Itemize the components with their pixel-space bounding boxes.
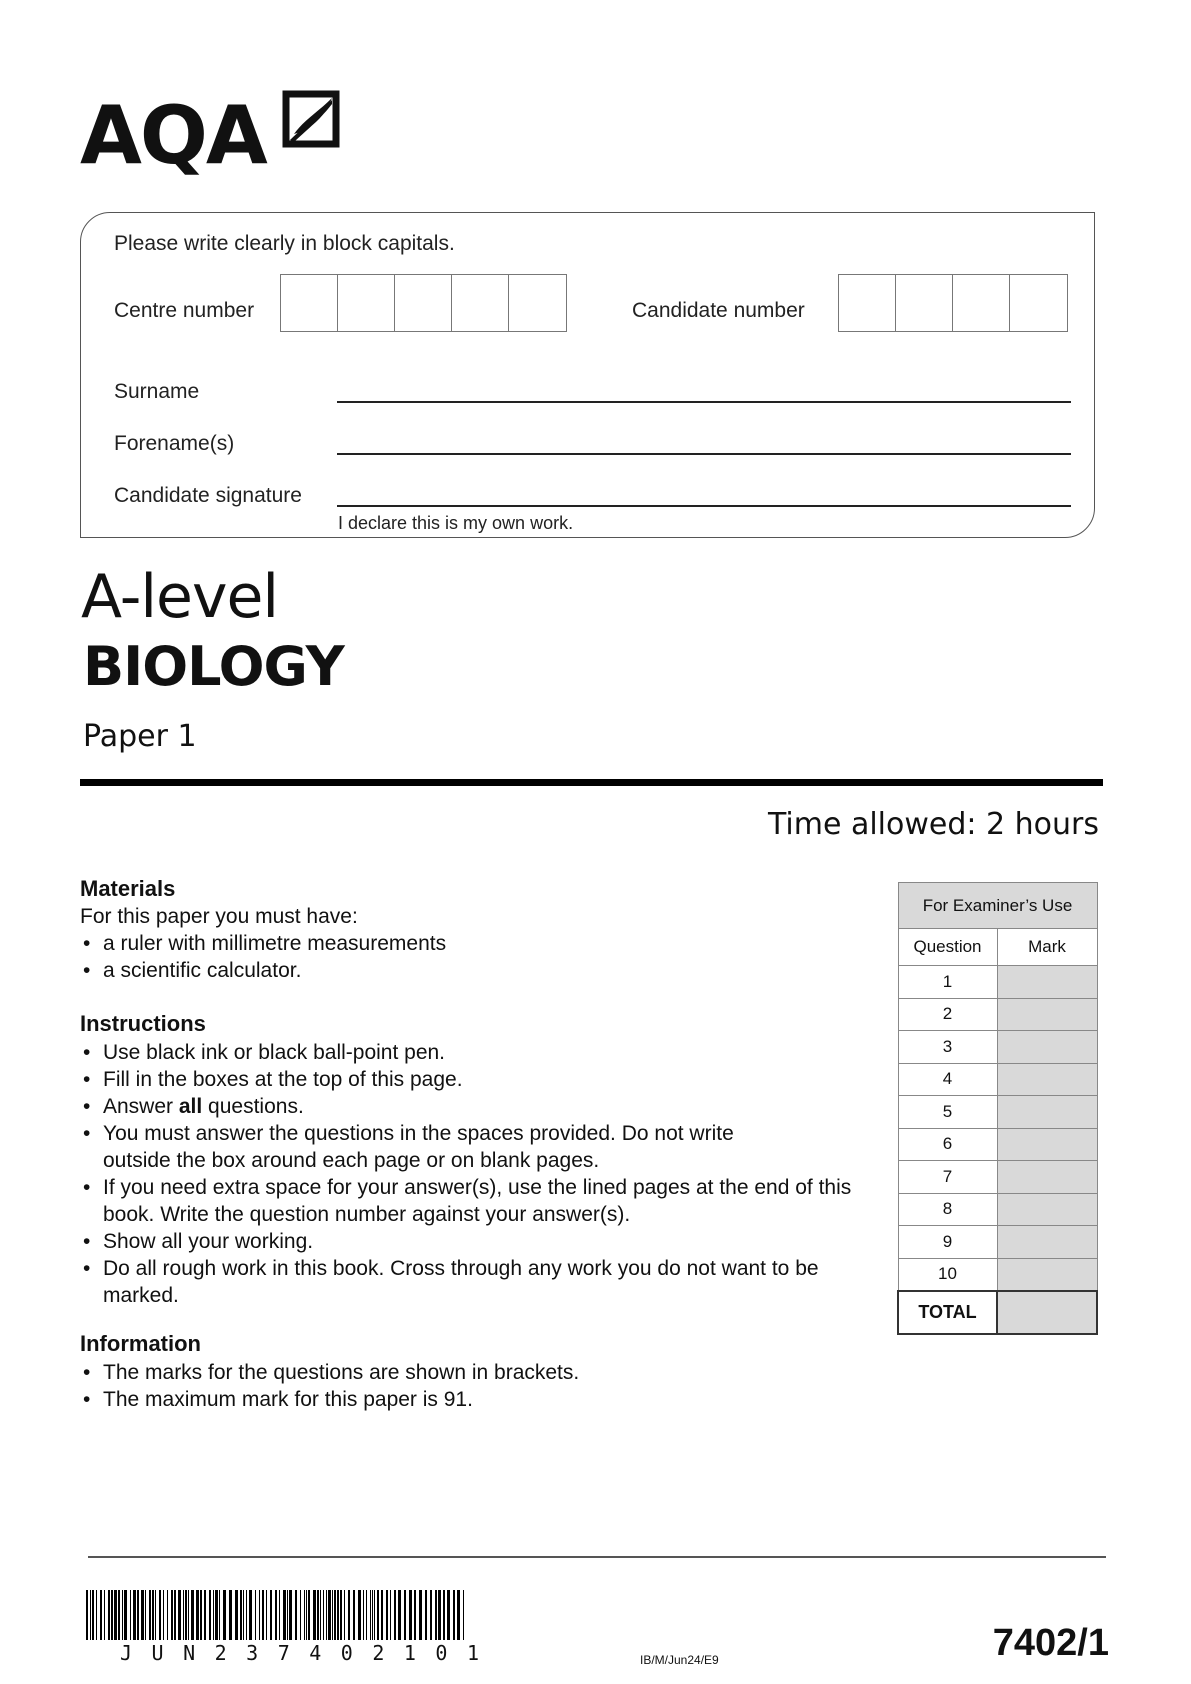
barcode-bar <box>223 1590 226 1640</box>
barcode-bar <box>366 1590 367 1640</box>
list-item: • You must answer the questions in the spaces provided. Do not write outside the box around each page or on blank pages. <box>80 1120 870 1174</box>
information-heading: Information <box>80 1331 201 1356</box>
barcode-bar <box>409 1590 412 1640</box>
surname-label: Surname <box>114 380 200 403</box>
barcode-bar <box>259 1590 260 1640</box>
barcode-bar <box>229 1590 232 1640</box>
examiner-use-table <box>897 882 1098 1335</box>
mark-cell <box>997 1193 1097 1226</box>
barcode-bar <box>363 1590 364 1640</box>
table-row <box>898 1128 1097 1161</box>
mark-cell <box>997 998 1097 1031</box>
list-item: • Show all your working. <box>80 1228 870 1255</box>
centre-number-boxes[interactable] <box>280 274 567 332</box>
barcode-bar <box>287 1590 288 1640</box>
barcode-bar <box>215 1590 218 1640</box>
mark-cell <box>997 1031 1097 1064</box>
barcode-bar <box>240 1590 242 1640</box>
centre-digit-box[interactable] <box>452 275 509 331</box>
barcode-bar <box>398 1590 401 1640</box>
table-row <box>898 998 1097 1031</box>
instructions-section <box>80 1013 870 1309</box>
barcode-bar <box>340 1590 342 1640</box>
barcode-bar <box>435 1590 437 1640</box>
mark-cell <box>997 1096 1097 1129</box>
barcode-bar <box>266 1590 267 1640</box>
barcode-bar <box>447 1590 450 1640</box>
information-list <box>80 1359 860 1413</box>
list-item: • a scientific calculator. <box>80 957 860 984</box>
barcode-bar <box>243 1590 244 1640</box>
barcode-bar <box>155 1590 156 1640</box>
barcode-bar <box>289 1590 292 1640</box>
mark-cell <box>997 1128 1097 1161</box>
materials-section <box>80 878 860 984</box>
information-section <box>80 1333 860 1413</box>
answer-all-post: questions. <box>202 1095 304 1118</box>
centre-digit-box[interactable] <box>509 275 566 331</box>
question-number: 7 <box>898 1161 997 1194</box>
barcode-bar <box>262 1590 264 1640</box>
barcode-bar <box>152 1590 154 1640</box>
instructions-heading: Instructions <box>80 1011 206 1036</box>
surname-field[interactable] <box>337 401 1071 403</box>
barcode-bar <box>108 1590 110 1640</box>
barcode-bar <box>200 1590 202 1640</box>
list-item-answer-all <box>80 1093 870 1120</box>
barcode-bar <box>313 1590 316 1640</box>
barcode-bar <box>96 1590 97 1640</box>
barcode-bar <box>100 1590 102 1640</box>
barcode-bar <box>270 1590 272 1640</box>
barcode-bar <box>171 1590 173 1640</box>
list-item: • If you need extra space for your answer(s), use the lined pages at the end of this book. Write the question number against your answer(s). <box>80 1174 870 1228</box>
barcode-bar <box>114 1590 117 1640</box>
question-number: 9 <box>898 1226 997 1259</box>
barcode-bar <box>295 1590 297 1640</box>
question-number: 1 <box>898 966 997 999</box>
barcode-bar <box>246 1590 247 1640</box>
barcode-bar <box>149 1590 151 1640</box>
table-row <box>898 966 1097 999</box>
barcode-bar <box>118 1590 120 1640</box>
barcode-bar <box>122 1590 123 1640</box>
table-row <box>898 1063 1097 1096</box>
barcode-bar <box>255 1590 256 1640</box>
barcode-bar <box>188 1590 189 1640</box>
total-label: TOTAL <box>898 1291 997 1334</box>
barcode-bar <box>323 1590 324 1640</box>
barcode-bar <box>334 1590 336 1640</box>
barcode-text: JUN237402101 <box>120 1641 499 1665</box>
list-item: • a ruler with millimetre measurements <box>80 930 860 957</box>
signature-label: Candidate signature <box>114 484 302 507</box>
barcode-bar <box>92 1590 94 1640</box>
paper-code: 7402/1 <box>992 1622 1109 1664</box>
mark-cell <box>997 1226 1097 1259</box>
barcode-bar <box>332 1590 333 1640</box>
table-row <box>898 1258 1097 1291</box>
barcode-bar <box>283 1590 286 1640</box>
total-row <box>898 1291 1097 1334</box>
barcode-bar <box>90 1590 91 1640</box>
barcode-bar <box>358 1590 361 1640</box>
mark-column-header: Mark <box>997 929 1097 966</box>
barcode-bar <box>130 1590 131 1640</box>
barcode-bar <box>390 1590 391 1640</box>
list-item: • The marks for the questions are shown in brackets. <box>80 1359 860 1386</box>
barcode-bar <box>453 1590 455 1640</box>
barcode-bar <box>183 1590 184 1640</box>
list-item: • Do all rough work in this book. Cross through any work you do not want to be marked. <box>80 1255 870 1309</box>
candidate-digit-box[interactable] <box>1010 275 1067 331</box>
barcode-bar <box>337 1590 339 1640</box>
barcode-bar <box>196 1590 199 1640</box>
barcode-bar <box>372 1590 373 1640</box>
mark-cell <box>997 1258 1097 1291</box>
barcode-bar <box>377 1590 379 1640</box>
aqa-logo-text: AQA <box>80 89 266 182</box>
candidate-digit-box[interactable] <box>839 275 896 331</box>
table-row <box>898 1031 1097 1064</box>
barcode-bar <box>124 1590 127 1640</box>
barcode-bar <box>141 1590 144 1640</box>
declaration-text: I declare this is my own work. <box>338 513 574 533</box>
mark-cell <box>997 1161 1097 1194</box>
barcode-bar <box>145 1590 146 1640</box>
barcode-bar <box>414 1590 416 1640</box>
footer-divider <box>88 1556 1106 1558</box>
barcode-bar <box>300 1590 301 1640</box>
title-divider <box>80 779 1103 786</box>
mark-cell <box>997 966 1097 999</box>
barcode-bar <box>386 1590 388 1640</box>
materials-intro: For this paper you must have: <box>80 905 358 928</box>
list-item: • The maximum mark for this paper is 91. <box>80 1386 860 1413</box>
barcode-bar <box>174 1590 176 1640</box>
forenames-label: Forename(s) <box>114 432 235 455</box>
question-number: 3 <box>898 1031 997 1064</box>
barcode-bar <box>328 1590 331 1640</box>
barcode-bar <box>185 1590 187 1640</box>
barcode-bar <box>191 1590 194 1640</box>
barcode-bar <box>457 1590 460 1640</box>
centre-digit-box[interactable] <box>281 275 338 331</box>
table-row <box>898 1161 1097 1194</box>
instructions-list <box>80 1039 870 1309</box>
barcode-bar <box>204 1590 206 1640</box>
barcode-bar <box>209 1590 211 1640</box>
question-number: 5 <box>898 1096 997 1129</box>
qualification-level: A-level <box>81 562 279 632</box>
table-row <box>898 1226 1097 1259</box>
barcode-bar <box>344 1590 345 1640</box>
barcode-bar <box>419 1590 422 1640</box>
signature-field[interactable] <box>337 505 1071 507</box>
question-number: 2 <box>898 998 997 1031</box>
answer-all-emphasis: all <box>178 1095 203 1118</box>
examiner-table-title: For Examiner’s Use <box>898 883 1097 929</box>
barcode-bar <box>249 1590 252 1640</box>
centre-digit-box[interactable] <box>338 275 395 331</box>
list-item: • Fill in the boxes at the top of this page. <box>80 1066 870 1093</box>
barcode-bar <box>159 1590 161 1640</box>
question-number: 6 <box>898 1128 997 1161</box>
block-capitals-instruction: Please write clearly in block capitals. <box>114 232 455 255</box>
barcode-bar <box>167 1590 168 1640</box>
barcode-bar <box>219 1590 220 1640</box>
barcode-bar <box>438 1590 441 1640</box>
question-column-header: Question <box>898 929 997 966</box>
barcode-bar <box>425 1590 427 1640</box>
centre-number-label: Centre number <box>114 299 255 322</box>
barcode-bar <box>443 1590 445 1640</box>
candidate-digit-box[interactable] <box>896 275 953 331</box>
answer-all-pre: Answer <box>103 1095 179 1118</box>
barcode-bar <box>306 1590 307 1640</box>
barcode-bar <box>279 1590 280 1640</box>
candidate-number-boxes[interactable] <box>838 274 1068 332</box>
total-mark-cell <box>997 1291 1097 1334</box>
barcode-bar <box>374 1590 375 1640</box>
barcode-bar <box>213 1590 214 1640</box>
list-item: • Use black ink or black ball-point pen. <box>80 1039 870 1066</box>
forenames-field[interactable] <box>337 453 1071 455</box>
barcode-bar <box>111 1590 113 1640</box>
barcode-bar <box>404 1590 406 1640</box>
materials-heading: Materials <box>80 876 176 901</box>
centre-digit-box[interactable] <box>395 275 452 331</box>
table-row <box>898 1096 1097 1129</box>
candidate-digit-box[interactable] <box>953 275 1010 331</box>
barcode-bar <box>463 1590 464 1640</box>
question-number: 8 <box>898 1193 997 1226</box>
barcode <box>84 1590 470 1640</box>
document-reference: IB/M/Jun24/E9 <box>640 1653 719 1667</box>
table-row <box>898 1193 1097 1226</box>
barcode-bar <box>163 1590 164 1640</box>
candidate-number-label: Candidate number <box>632 299 805 322</box>
materials-list <box>80 930 860 984</box>
barcode-bar <box>353 1590 355 1640</box>
barcode-bar <box>370 1590 371 1640</box>
barcode-bar <box>430 1590 432 1640</box>
barcode-bar <box>381 1590 383 1640</box>
subject-title: BIOLOGY <box>83 635 344 698</box>
barcode-bar <box>394 1590 396 1640</box>
barcode-bar <box>104 1590 105 1640</box>
barcode-bar <box>317 1590 319 1640</box>
barcode-bar <box>348 1590 350 1640</box>
barcode-bar <box>137 1590 139 1640</box>
barcode-bar <box>133 1590 136 1640</box>
barcode-bar <box>308 1590 310 1640</box>
paper-number: Paper 1 <box>83 719 197 754</box>
barcode-bar <box>326 1590 327 1640</box>
barcode-bar <box>86 1590 88 1640</box>
question-number: 10 <box>898 1258 997 1291</box>
question-number: 4 <box>898 1063 997 1096</box>
barcode-bar <box>320 1590 321 1640</box>
time-allowed: Time allowed: 2 hours <box>767 807 1099 842</box>
barcode-bar <box>304 1590 305 1640</box>
mark-cell <box>997 1063 1097 1096</box>
barcode-bar <box>275 1590 277 1640</box>
barcode-bar <box>235 1590 238 1640</box>
barcode-bar <box>178 1590 181 1640</box>
aqa-logo-leaf-icon <box>282 90 340 150</box>
